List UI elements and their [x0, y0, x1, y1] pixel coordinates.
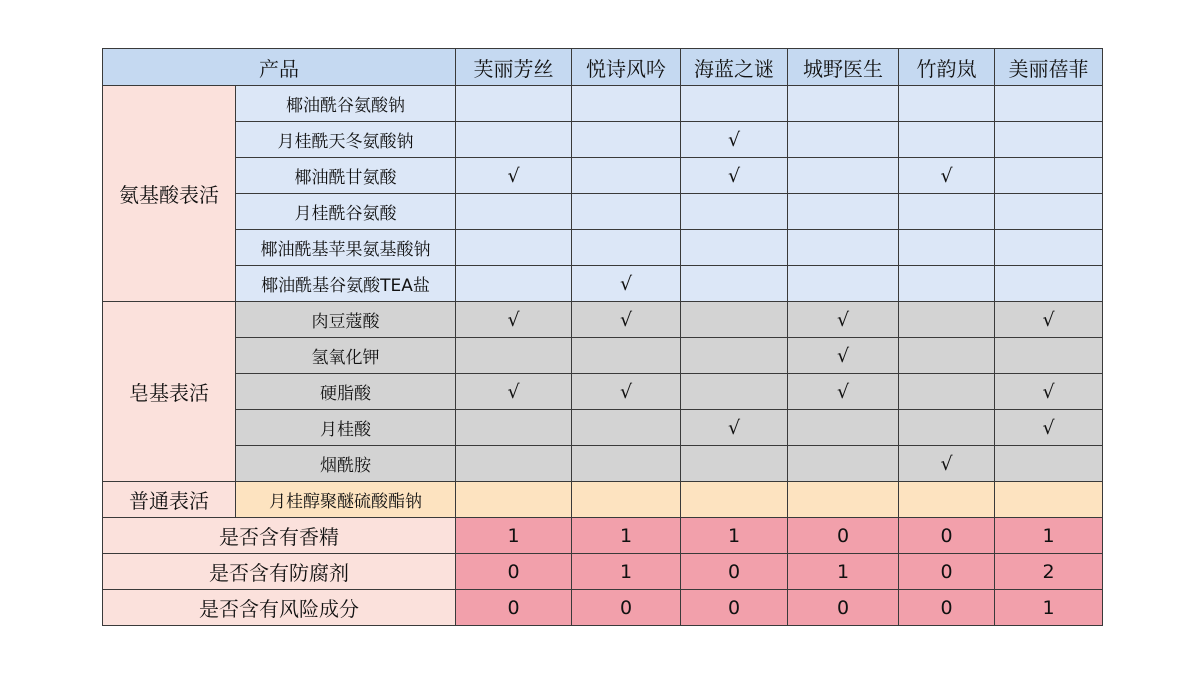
empty-cell: [572, 158, 681, 194]
empty-cell: [681, 86, 788, 122]
ingredient-row: [103, 266, 1103, 302]
ingredient-name: 月桂酰天冬氨酸钠: [236, 122, 456, 158]
empty-cell: [572, 338, 681, 374]
empty-cell: [456, 230, 572, 266]
ingredient-row: [103, 230, 1103, 266]
empty-cell: [572, 230, 681, 266]
summary-value: 1: [995, 590, 1103, 626]
empty-cell: [456, 86, 572, 122]
summary-value: 0: [681, 590, 788, 626]
empty-cell: [681, 338, 788, 374]
ingredient-name: 月桂酰谷氨酸: [236, 194, 456, 230]
check-mark-cell: √: [995, 374, 1103, 410]
check-mark-cell: √: [995, 302, 1103, 338]
check-mark-cell: √: [572, 374, 681, 410]
check-mark-cell: √: [995, 410, 1103, 446]
ingredient-row: [103, 410, 1103, 446]
empty-cell: [788, 86, 899, 122]
empty-cell: [456, 266, 572, 302]
check-mark-cell: √: [788, 374, 899, 410]
category-label: 氨基酸表活: [103, 86, 236, 302]
check-mark-cell: √: [681, 158, 788, 194]
summary-value: 0: [899, 554, 995, 590]
header-brand: 海蓝之谜: [681, 49, 788, 86]
ingredient-name: 椰油酰谷氨酸钠: [236, 86, 456, 122]
empty-cell: [899, 230, 995, 266]
ingredient-row: [103, 374, 1103, 410]
ingredient-name: 椰油酰甘氨酸: [236, 158, 456, 194]
ingredient-row: [103, 86, 1103, 122]
empty-cell: [456, 410, 572, 446]
summary-label: 是否含有风险成分: [103, 590, 456, 626]
summary-value: 1: [995, 518, 1103, 554]
empty-cell: [995, 122, 1103, 158]
summary-value: 2: [995, 554, 1103, 590]
empty-cell: [681, 266, 788, 302]
summary-label: 是否含有香精: [103, 518, 456, 554]
check-mark-cell: √: [572, 302, 681, 338]
summary-value: 1: [788, 554, 899, 590]
summary-value: 0: [681, 554, 788, 590]
empty-cell: [788, 194, 899, 230]
empty-cell: [995, 338, 1103, 374]
ingredient-row: [103, 158, 1103, 194]
ingredient-row: [103, 446, 1103, 482]
empty-cell: [681, 230, 788, 266]
empty-cell: [899, 410, 995, 446]
empty-cell: [681, 374, 788, 410]
ingredient-comparison-table: [102, 48, 1103, 626]
summary-value: 1: [456, 518, 572, 554]
empty-cell: [899, 374, 995, 410]
empty-cell: [456, 194, 572, 230]
summary-value: 0: [788, 518, 899, 554]
summary-value: 1: [572, 518, 681, 554]
empty-cell: [572, 482, 681, 518]
summary-value: 0: [788, 590, 899, 626]
empty-cell: [456, 482, 572, 518]
summary-value: 0: [899, 590, 995, 626]
empty-cell: [788, 230, 899, 266]
category-label: 普通表活: [103, 482, 236, 518]
empty-cell: [788, 446, 899, 482]
empty-cell: [572, 446, 681, 482]
empty-cell: [995, 446, 1103, 482]
empty-cell: [899, 266, 995, 302]
header-product: 产品: [103, 49, 456, 86]
empty-cell: [681, 446, 788, 482]
check-mark-cell: √: [788, 338, 899, 374]
summary-value: 0: [456, 554, 572, 590]
summary-value: 0: [572, 590, 681, 626]
empty-cell: [681, 194, 788, 230]
ingredient-name: 椰油酰基谷氨酸TEA盐: [236, 266, 456, 302]
empty-cell: [788, 122, 899, 158]
empty-cell: [899, 122, 995, 158]
summary-value: 1: [681, 518, 788, 554]
empty-cell: [995, 266, 1103, 302]
check-mark-cell: √: [456, 158, 572, 194]
empty-cell: [456, 338, 572, 374]
empty-cell: [995, 230, 1103, 266]
empty-cell: [681, 302, 788, 338]
empty-cell: [456, 446, 572, 482]
check-mark-cell: √: [681, 122, 788, 158]
empty-cell: [995, 194, 1103, 230]
header-brand: 竹韵岚: [899, 49, 995, 86]
summary-value: 1: [572, 554, 681, 590]
summary-row: [103, 518, 1103, 554]
summary-row: [103, 554, 1103, 590]
empty-cell: [572, 86, 681, 122]
header-row: [103, 49, 1103, 86]
ingredient-name: 氢氧化钾: [236, 338, 456, 374]
ingredient-name: 月桂醇聚醚硫酸酯钠: [236, 482, 456, 518]
check-mark-cell: √: [788, 302, 899, 338]
check-mark-cell: √: [572, 266, 681, 302]
empty-cell: [995, 158, 1103, 194]
empty-cell: [995, 86, 1103, 122]
empty-cell: [788, 158, 899, 194]
ingredient-name: 烟酰胺: [236, 446, 456, 482]
check-mark-cell: √: [899, 446, 995, 482]
summary-value: 0: [456, 590, 572, 626]
empty-cell: [788, 410, 899, 446]
empty-cell: [788, 482, 899, 518]
header-brand: 悦诗风吟: [572, 49, 681, 86]
header-brand: 城野医生: [788, 49, 899, 86]
empty-cell: [899, 302, 995, 338]
ingredient-row: [103, 302, 1103, 338]
empty-cell: [899, 482, 995, 518]
empty-cell: [899, 338, 995, 374]
empty-cell: [572, 194, 681, 230]
ingredient-row: [103, 122, 1103, 158]
ingredient-row: [103, 482, 1103, 518]
summary-value: 0: [899, 518, 995, 554]
empty-cell: [681, 482, 788, 518]
ingredient-name: 硬脂酸: [236, 374, 456, 410]
header-brand: 芙丽芳丝: [456, 49, 572, 86]
category-label: 皂基表活: [103, 302, 236, 482]
summary-label: 是否含有防腐剂: [103, 554, 456, 590]
empty-cell: [788, 266, 899, 302]
empty-cell: [899, 86, 995, 122]
header-brand: 美丽蓓菲: [995, 49, 1103, 86]
check-mark-cell: √: [456, 302, 572, 338]
empty-cell: [456, 122, 572, 158]
ingredient-row: [103, 194, 1103, 230]
ingredient-row: [103, 338, 1103, 374]
empty-cell: [995, 482, 1103, 518]
empty-cell: [899, 194, 995, 230]
empty-cell: [572, 410, 681, 446]
ingredient-name: 月桂酸: [236, 410, 456, 446]
check-mark-cell: √: [899, 158, 995, 194]
check-mark-cell: √: [681, 410, 788, 446]
summary-row: [103, 590, 1103, 626]
empty-cell: [572, 122, 681, 158]
check-mark-cell: √: [456, 374, 572, 410]
ingredient-name: 肉豆蔻酸: [236, 302, 456, 338]
ingredient-name: 椰油酰基苹果氨基酸钠: [236, 230, 456, 266]
